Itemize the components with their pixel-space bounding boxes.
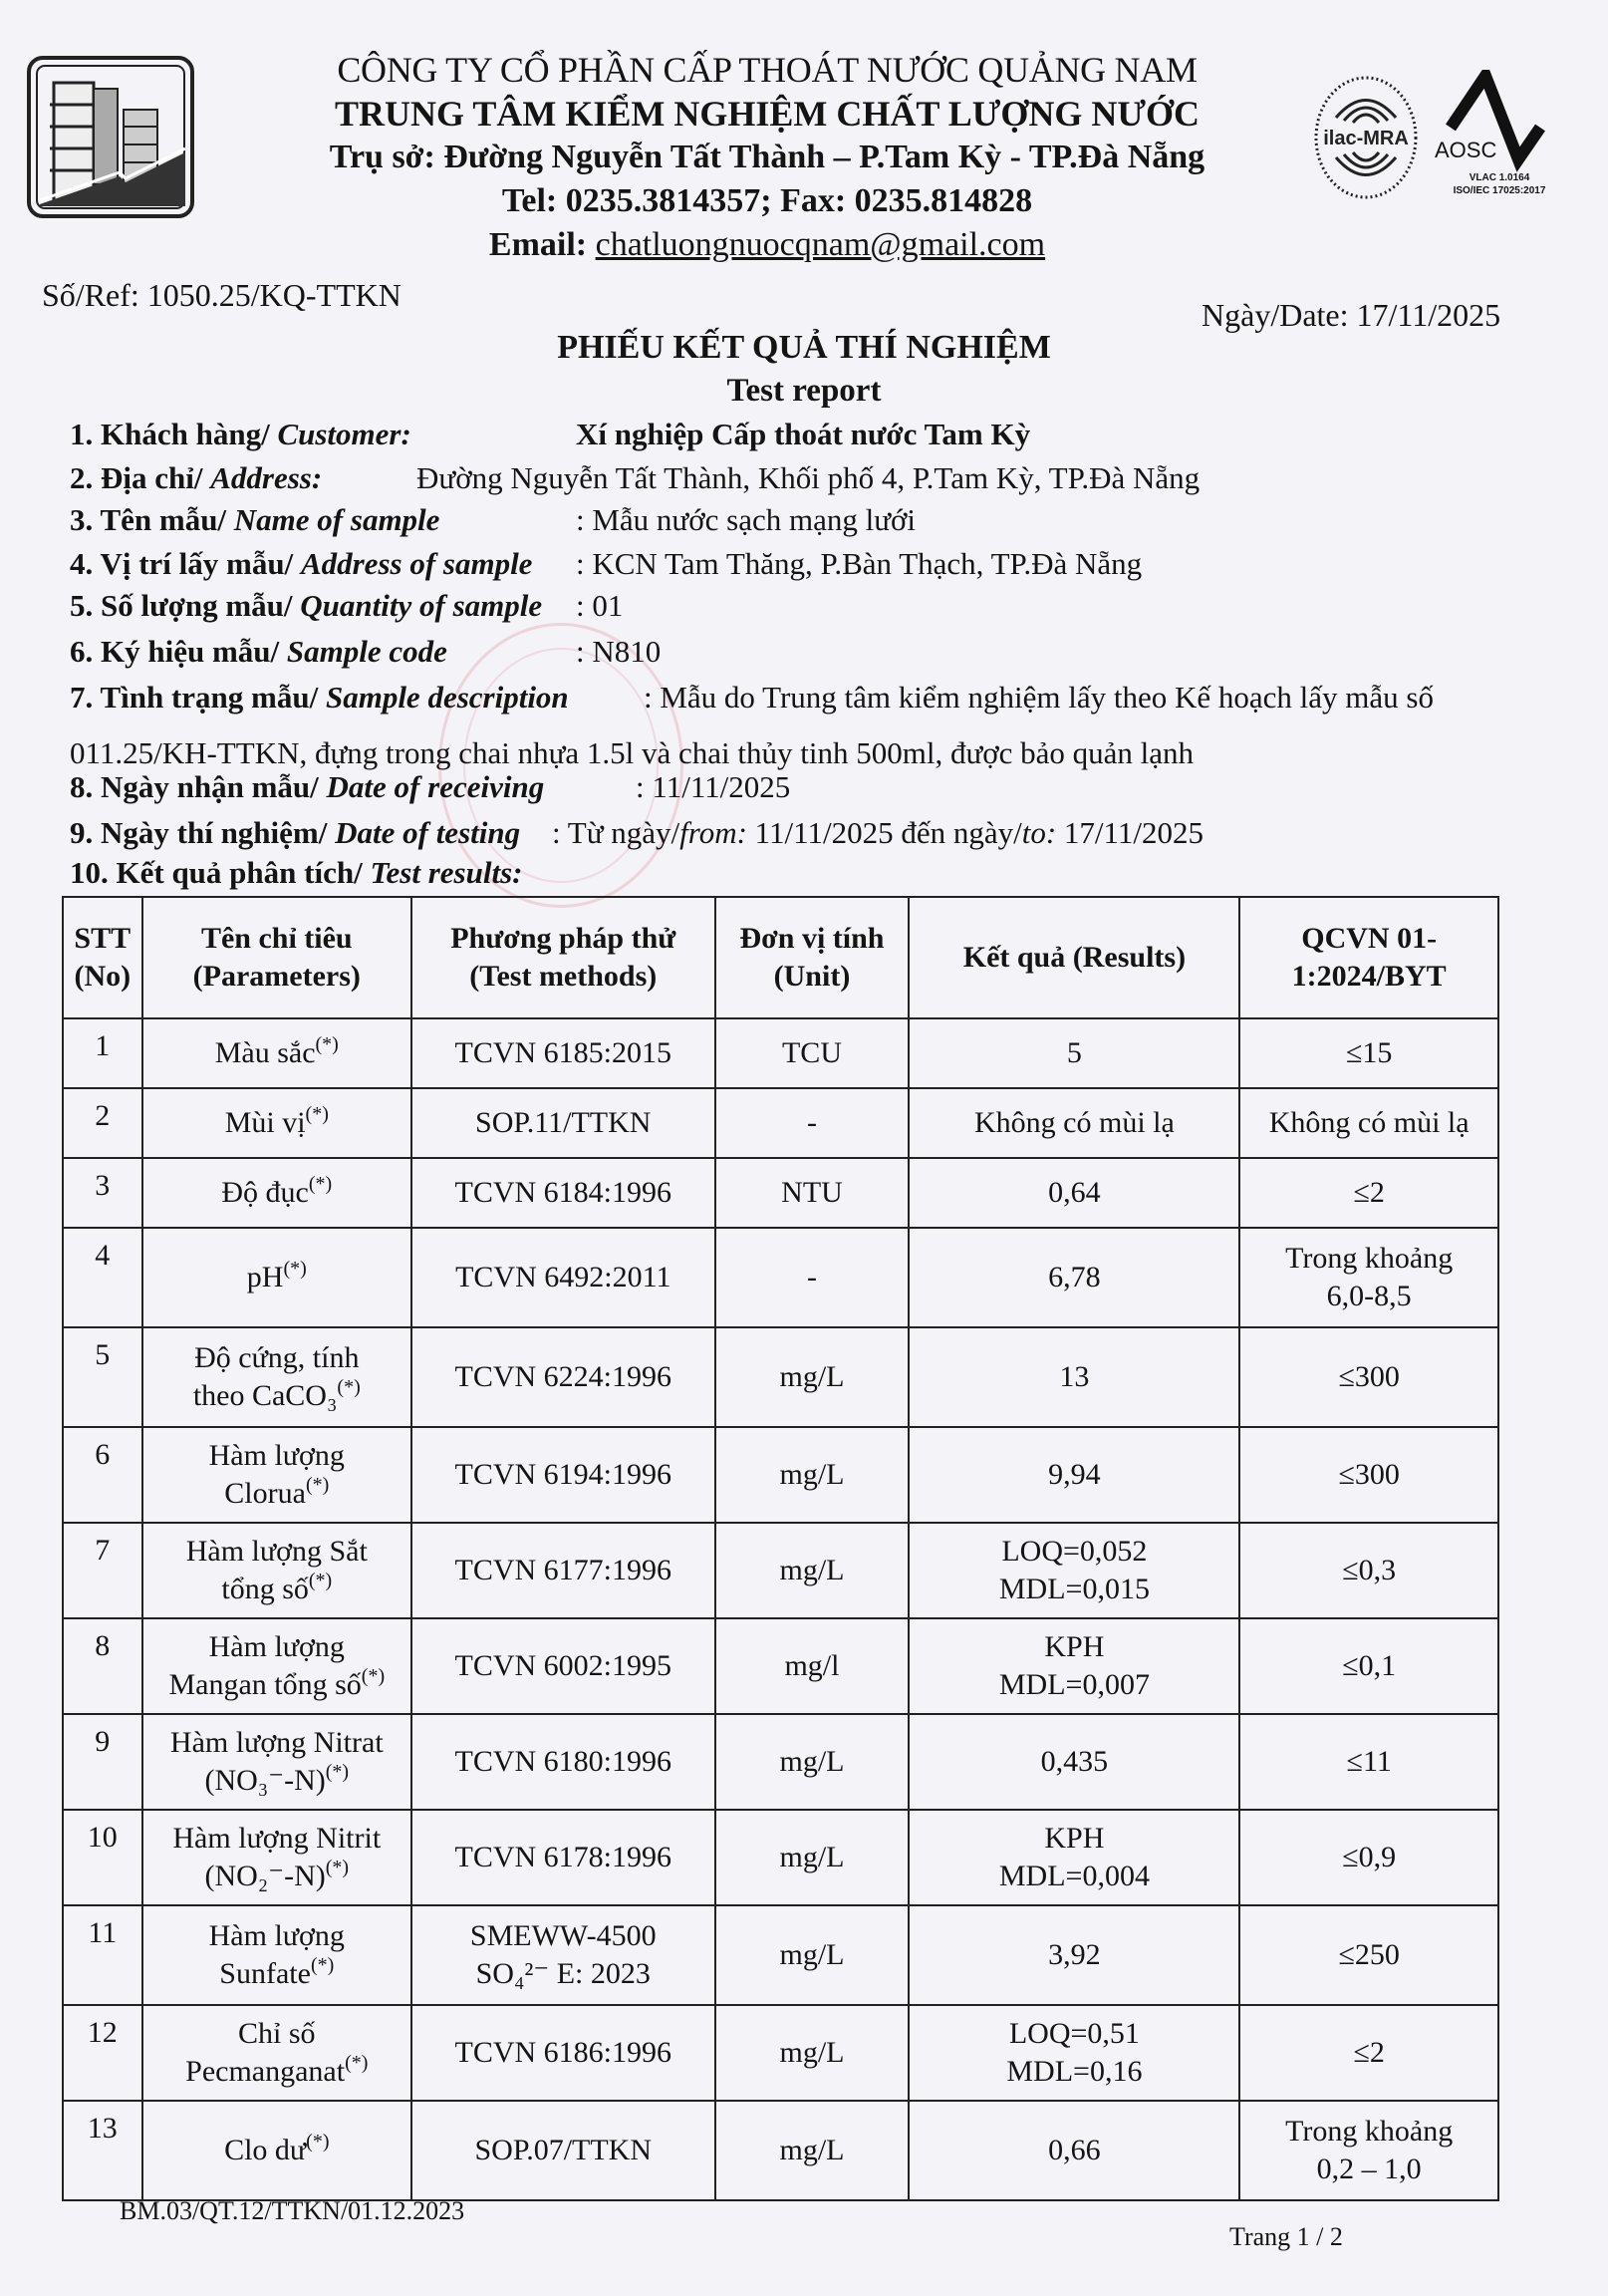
cell-no-line: 3: [95, 1169, 111, 1202]
accredited-mark: (*): [305, 1474, 330, 1496]
cell-parameter-line: theo CaCO₃(*): [192, 1376, 361, 1412]
cell-parameter: [142, 1618, 411, 1714]
cell-result: [909, 1158, 1239, 1228]
cell-method: [411, 1228, 715, 1327]
cell-result-line: 3,92: [1048, 1938, 1101, 1971]
cell-unit: [715, 1228, 910, 1327]
company-email-line: [239, 223, 1295, 267]
col-header-test-methods: Phương pháp thử (Test methods): [411, 897, 715, 1018]
accredited-mark: (*): [308, 1570, 333, 1591]
field-test-results: 10. Kết quả phân tích/ Test results:: [70, 855, 523, 890]
accredited-mark: (*): [308, 1173, 333, 1195]
cell-no: [63, 1618, 142, 1714]
cell-result-line: Không có mùi lạ: [974, 1106, 1175, 1139]
cell-parameter-line: (NO₃⁻-N)(*): [204, 1761, 350, 1797]
table-row: [63, 2005, 1498, 2101]
col-header-parameters: Tên chỉ tiêu (Parameters): [142, 897, 411, 1018]
cell-result: [909, 1905, 1239, 2005]
cell-result-line: MDL=0,007: [998, 1668, 1150, 1701]
cell-method: [411, 1088, 715, 1158]
cell-standard: [1239, 1618, 1498, 1714]
cell-result-line: 5: [1066, 1036, 1082, 1069]
cell-no: [63, 1427, 142, 1523]
cell-result: [909, 1018, 1239, 1088]
sample-description-value: : Mẫu do Trung tâm kiểm nghiệm lấy theo Kế hoạch lấy mẫu số: [644, 680, 1434, 715]
cell-no-line: 12: [87, 2016, 118, 2049]
cell-method-line: TCVN 6492:2011: [455, 1261, 671, 1293]
cell-no: [63, 2101, 142, 2200]
cell-parameter: [142, 2005, 411, 2101]
cell-method-line: SOP.11/TTKN: [475, 1106, 652, 1139]
field-customer: 1. Khách hàng/ Customer: Xí nghiệp Cấp thoát nước Tam Kỳ: [70, 417, 1031, 451]
company-address: Trụ sở: Đường Nguyễn Tất Thành – P.Tam Kỳ - TP.Đà Nẵng: [329, 139, 1206, 175]
cell-result-line: MDL=0,015: [998, 1573, 1150, 1605]
accredited-mark: (*): [305, 1103, 329, 1125]
table-row: [63, 1018, 1498, 1088]
company-phone-fax: Tel: 0235.3814357; Fax: 0235.814828: [501, 182, 1033, 219]
cell-parameter-line: Clorua(*): [224, 1474, 330, 1510]
cell-parameter-line: Hàm lượng: [208, 1630, 345, 1663]
report-date: Ngày/Date: 17/11/2025: [1202, 297, 1501, 333]
cell-parameter-line: Hàm lượng Nitrat: [169, 1726, 384, 1759]
ilac-mra-logo-icon: [1311, 73, 1421, 202]
cell-result: [909, 2005, 1239, 2101]
field-sample-location: 4. Vị trí lấy mẫu/ Address of sample : KCN Tam Thăng, P.Bàn Thạch, TP.Đà Nẵng: [70, 546, 1143, 581]
cell-parameter-line: pH(*): [246, 1258, 307, 1293]
cell-no-line: 5: [95, 1338, 111, 1371]
cell-no: [63, 1158, 142, 1228]
company-name: CÔNG TY CỔ PHẦN CẤP THOÁT NƯỚC QUẢNG NAM: [337, 50, 1198, 90]
cell-unit: [715, 1618, 910, 1714]
cell-parameter-line: Chỉ số: [238, 2017, 316, 2050]
cell-standard: [1239, 1523, 1498, 1618]
cell-method: [411, 1158, 715, 1228]
cell-standard: [1239, 1810, 1498, 1905]
cell-standard-line: Trong khoảng: [1285, 1242, 1454, 1275]
cell-parameter: [142, 1427, 411, 1523]
cell-result-line: LOQ=0,51: [1008, 2017, 1140, 2050]
cell-method-line: SO₄²⁻ E: 2023: [475, 1957, 651, 1990]
cell-standard-line: 6,0-8,5: [1326, 1280, 1412, 1312]
cell-standard: [1239, 1158, 1498, 1228]
cell-no-line: 9: [95, 1725, 111, 1758]
cell-no: [63, 1714, 142, 1810]
table-row: [63, 1327, 1498, 1427]
cell-standard-line: ≤0,9: [1342, 1841, 1397, 1873]
cell-unit-line: mg/L: [779, 1745, 845, 1778]
results-table: [62, 896, 1499, 2201]
cell-result-line: KPH: [1044, 1822, 1105, 1855]
cell-result-line: MDL=0,16: [1006, 2055, 1143, 2088]
cell-standard-line: 0,2 – 1,0: [1316, 2152, 1422, 2185]
cell-unit: [715, 1327, 910, 1427]
cell-method: [411, 1327, 715, 1427]
cell-parameter-line: Clo dư(*): [224, 2131, 330, 2166]
page-number: Trang 1 / 2: [1229, 2222, 1343, 2251]
field-address: 2. Địa chỉ/ Address: Đường Nguyễn Tất Thành, Khối phố 4, P.Tam Kỳ, TP.Đà Nẵng: [70, 460, 1201, 495]
sample-code-value: : N810: [576, 634, 662, 669]
cell-result-line: MDL=0,004: [998, 1860, 1150, 1892]
cell-result-line: 0,64: [1048, 1176, 1101, 1209]
cell-unit-line: mg/L: [779, 1841, 845, 1873]
cell-parameter: [142, 1088, 411, 1158]
table-row: [63, 1158, 1498, 1228]
cell-result-line: 0,66: [1048, 2134, 1101, 2166]
cell-no: [63, 1018, 142, 1088]
cell-no-line: 11: [88, 1916, 118, 1949]
cell-unit-line: NTU: [781, 1176, 843, 1209]
cell-no-line: 2: [95, 1099, 111, 1132]
cell-no-line: 4: [95, 1239, 111, 1272]
ilac-label: ilac-MRA: [1323, 128, 1409, 149]
email-link[interactable]: chatluongnuocqnam@gmail.com: [595, 226, 1046, 263]
table-row: [63, 1088, 1498, 1158]
cell-unit: [715, 1810, 910, 1905]
cell-no: [63, 1228, 142, 1327]
cell-unit-line: mg/L: [779, 1554, 845, 1586]
accredited-mark: (*): [283, 1258, 307, 1280]
cell-result-line: 0,435: [1040, 1745, 1109, 1778]
sample-name-value: : Mẫu nước sạch mạng lưới: [576, 502, 917, 537]
cell-no-line: 6: [95, 1438, 111, 1471]
cell-unit-line: -: [806, 1106, 817, 1139]
cell-parameter: [142, 1905, 411, 2005]
cell-parameter-line: Độ đục(*): [221, 1173, 333, 1209]
form-code: BM.03/QT.12/TTKN/01.12.2023: [120, 2196, 465, 2225]
cell-unit-line: mg/l: [784, 1649, 840, 1682]
cell-parameter-line: Độ cứng, tính: [194, 1341, 360, 1374]
cell-method-line: TCVN 6224:1996: [454, 1360, 671, 1393]
cell-parameter-line: Mùi vị(*): [224, 1103, 329, 1139]
report-subtitle: Test report: [726, 373, 882, 409]
cell-result-line: 13: [1059, 1360, 1090, 1393]
cell-method-line: TCVN 6178:1996: [454, 1841, 671, 1873]
cell-standard: [1239, 1714, 1498, 1810]
field-sample-quantity: 5. Số lượng mẫu/ Quantity of sample : 01: [70, 588, 624, 623]
reference-number: Số/Ref: 1050.25/KQ-TTKN: [42, 277, 402, 313]
cell-no-line: 1: [95, 1029, 111, 1062]
email-label: Email:: [488, 226, 596, 263]
cell-result: [909, 1088, 1239, 1158]
col-header-unit: Đơn vị tính (Unit): [715, 897, 910, 1018]
table-row: [63, 1714, 1498, 1810]
cell-result: [909, 1228, 1239, 1327]
cell-unit-line: TCU: [781, 1036, 842, 1069]
date-testing-value: : Từ ngày/from: 11/11/2025 đến ngày/to: 17/11/2025: [552, 815, 1204, 850]
cell-no: [63, 2005, 142, 2101]
cell-unit-line: mg/L: [779, 2036, 845, 2069]
cell-method-line: TCVN 6177:1996: [454, 1554, 671, 1586]
cell-standard-line: ≤250: [1338, 1938, 1400, 1971]
cell-method-line: TCVN 6180:1996: [454, 1745, 671, 1778]
cell-standard-line: ≤2: [1353, 2036, 1385, 2069]
cell-unit: [715, 1427, 910, 1523]
cell-no-line: 8: [95, 1629, 111, 1662]
cell-unit: [715, 1523, 910, 1618]
cell-standard-line: Không có mùi lạ: [1268, 1106, 1470, 1139]
cell-result: [909, 1327, 1239, 1427]
cell-result-line: 9,94: [1048, 1458, 1101, 1491]
cell-method-line: TCVN 6186:1996: [454, 2036, 671, 2069]
letterhead: [239, 48, 1295, 267]
cell-standard: [1239, 1905, 1498, 2005]
cell-standard-line: Trong khoảng: [1285, 2115, 1454, 2148]
cell-method: [411, 1810, 715, 1905]
cell-parameter: [142, 1327, 411, 1427]
cell-unit-line: mg/L: [779, 1360, 845, 1393]
accredited-mark: (*): [337, 1376, 361, 1398]
cell-unit: [715, 1158, 910, 1228]
cell-unit: [715, 1088, 910, 1158]
cell-result: [909, 1427, 1239, 1523]
cell-result: [909, 1618, 1239, 1714]
cell-parameter-line: Hàm lượng Sắt: [185, 1535, 368, 1568]
cell-standard: [1239, 1088, 1498, 1158]
cell-parameter-line: Sunfate(*): [219, 1954, 335, 1990]
cell-parameter-line: Hàm lượng: [208, 1439, 345, 1472]
cell-method: [411, 2101, 715, 2200]
cell-standard-line: ≤300: [1338, 1458, 1400, 1491]
cell-method: [411, 1714, 715, 1810]
cell-standard-line: ≤15: [1345, 1036, 1393, 1069]
field-sample-name: 3. Tên mẫu/ Name of sample : Mẫu nước sạch mạng lưới: [70, 502, 917, 537]
field-date-testing: 9. Ngày thí nghiệm/ Date of testing : Từ ngày/from: 11/11/2025 đến ngày/to: 17/11/2025: [70, 815, 1204, 850]
cell-parameter-line: Hàm lượng Nitrit: [172, 1822, 382, 1855]
cell-unit: [715, 1018, 910, 1088]
cell-parameter: [142, 1018, 411, 1088]
cell-unit: [715, 1905, 910, 2005]
iso-standard: ISO/IEC 17025:2017: [1453, 185, 1546, 196]
cell-standard: [1239, 2005, 1498, 2101]
cell-result-line: KPH: [1044, 1630, 1105, 1663]
cell-parameter-line: Mangan tổng số(*): [168, 1665, 386, 1701]
cell-method-line: TCVN 6002:1995: [454, 1649, 671, 1682]
cell-no-line: 13: [87, 2112, 118, 2145]
table-row: [63, 1228, 1498, 1327]
cell-no: [63, 1810, 142, 1905]
cell-unit-line: mg/L: [779, 1938, 845, 1971]
cell-standard: [1239, 1327, 1498, 1427]
cell-parameter: [142, 1523, 411, 1618]
cell-unit-line: -: [806, 1261, 817, 1293]
cell-parameter-line: tổng số(*): [221, 1570, 333, 1605]
cell-result-line: LOQ=0,052: [1001, 1535, 1148, 1568]
cell-method-line: TCVN 6194:1996: [454, 1458, 671, 1491]
cell-method-line: TCVN 6184:1996: [454, 1176, 671, 1209]
cell-standard-line: ≤2: [1353, 1176, 1385, 1209]
cell-standard-line: ≤0,1: [1342, 1649, 1397, 1682]
field-date-received: 8. Ngày nhận mẫu/ Date of receiving : 11/11/2025: [70, 769, 791, 804]
cell-parameter: [142, 2101, 411, 2200]
accredited-mark: (*): [345, 2052, 369, 2074]
cell-method-line: TCVN 6185:2015: [454, 1036, 671, 1069]
table-header-row: [63, 897, 1498, 1018]
cell-no: [63, 1523, 142, 1618]
accredited-mark: (*): [310, 1954, 335, 1976]
table-row: [63, 1427, 1498, 1523]
cell-parameter: [142, 1810, 411, 1905]
cell-unit-line: mg/L: [779, 2134, 845, 2166]
cell-result-line: 6,78: [1048, 1261, 1101, 1293]
accredited-mark: (*): [315, 1033, 339, 1055]
cell-result: [909, 1523, 1239, 1618]
aosc-label: AOSC: [1435, 138, 1497, 162]
cell-no: [63, 1088, 142, 1158]
cell-standard-line: ≤300: [1338, 1360, 1400, 1393]
accredited-mark: (*): [325, 1761, 350, 1783]
cell-unit-line: mg/L: [779, 1458, 845, 1491]
accredited-mark: (*): [306, 2131, 330, 2152]
cell-method: [411, 2005, 715, 2101]
cell-standard: [1239, 2101, 1498, 2200]
table-row: [63, 2101, 1498, 2200]
customer-value: Xí nghiệp Cấp thoát nước Tam Kỳ: [576, 417, 1031, 451]
col-header-standard: QCVN 01- 1:2024/BYT: [1239, 897, 1498, 1018]
cell-method: [411, 1427, 715, 1523]
sample-location-value: : KCN Tam Thăng, P.Bàn Thạch, TP.Đà Nẵng: [576, 546, 1143, 581]
cell-parameter-line: Hàm lượng: [208, 1919, 345, 1952]
cell-no: [63, 1327, 142, 1427]
cell-no-line: 10: [87, 1821, 118, 1854]
accredited-mark: (*): [325, 1857, 350, 1878]
table-row: [63, 1523, 1498, 1618]
cell-method: [411, 1523, 715, 1618]
cell-method: [411, 1018, 715, 1088]
cell-unit: [715, 1714, 910, 1810]
cell-standard: [1239, 1018, 1498, 1088]
table-row: [63, 1905, 1498, 2005]
field-sample-description: 7. Tình trạng mẫu/ Sample description : Mẫu do Trung tâm kiểm nghiệm lấy theo Kế hoạch lấy mẫu số: [70, 680, 1434, 715]
address-value: Đường Nguyễn Tất Thành, Khối phố 4, P.Tam Kỳ, TP.Đà Nẵng: [416, 460, 1201, 495]
col-header-no: STT (No): [63, 897, 142, 1018]
cell-method: [411, 1618, 715, 1714]
cell-parameter: [142, 1714, 411, 1810]
accredited-mark: (*): [361, 1665, 386, 1687]
cell-parameter: [142, 1158, 411, 1228]
cell-unit: [715, 2101, 910, 2200]
report-title: PHIẾU KẾT QUẢ THÍ NGHIỆM: [557, 329, 1051, 366]
col-header-results: Kết quả (Results): [909, 897, 1239, 1018]
cell-parameter: [142, 1228, 411, 1327]
cell-method: [411, 1905, 715, 2005]
table-row: [63, 1810, 1498, 1905]
field-sample-code: 6. Ký hiệu mẫu/ Sample code : N810: [70, 634, 662, 669]
cell-standard: [1239, 1427, 1498, 1523]
cell-no-line: 7: [95, 1534, 111, 1567]
cell-parameter-line: Màu sắc(*): [214, 1033, 339, 1069]
cell-standard-line: ≤11: [1346, 1745, 1392, 1778]
date-received-value: : 11/11/2025: [636, 769, 791, 804]
center-name: TRUNG TÂM KIỂM NGHIỆM CHẤT LƯỢNG NƯỚC: [334, 94, 1201, 134]
sample-quantity-value: : 01: [576, 588, 624, 623]
cell-standard-line: ≤0,3: [1342, 1554, 1397, 1586]
sample-description-continued: 011.25/KH-TTKN, đựng trong chai nhựa 1.5l và chai thủy tinh 500ml, được bảo quản lạnh: [70, 735, 1195, 770]
cell-parameter-line: Pecmanganat(*): [185, 2052, 369, 2088]
cell-standard: [1239, 1228, 1498, 1327]
cell-method-line: SMEWW-4500: [469, 1919, 657, 1952]
cell-parameter-line: (NO₂⁻-N)(*): [204, 1857, 350, 1892]
cell-no: [63, 1905, 142, 2005]
company-logo-icon: [26, 55, 195, 219]
aosc-accreditation: [1435, 171, 1564, 197]
cell-method-line: SOP.07/TTKN: [474, 2134, 653, 2166]
cell-result: [909, 1714, 1239, 1810]
cell-unit: [715, 2005, 910, 2101]
cell-result: [909, 2101, 1239, 2200]
vlac-code: VLAC 1.0164: [1469, 172, 1530, 183]
table-row: [63, 1618, 1498, 1714]
cell-result: [909, 1810, 1239, 1905]
